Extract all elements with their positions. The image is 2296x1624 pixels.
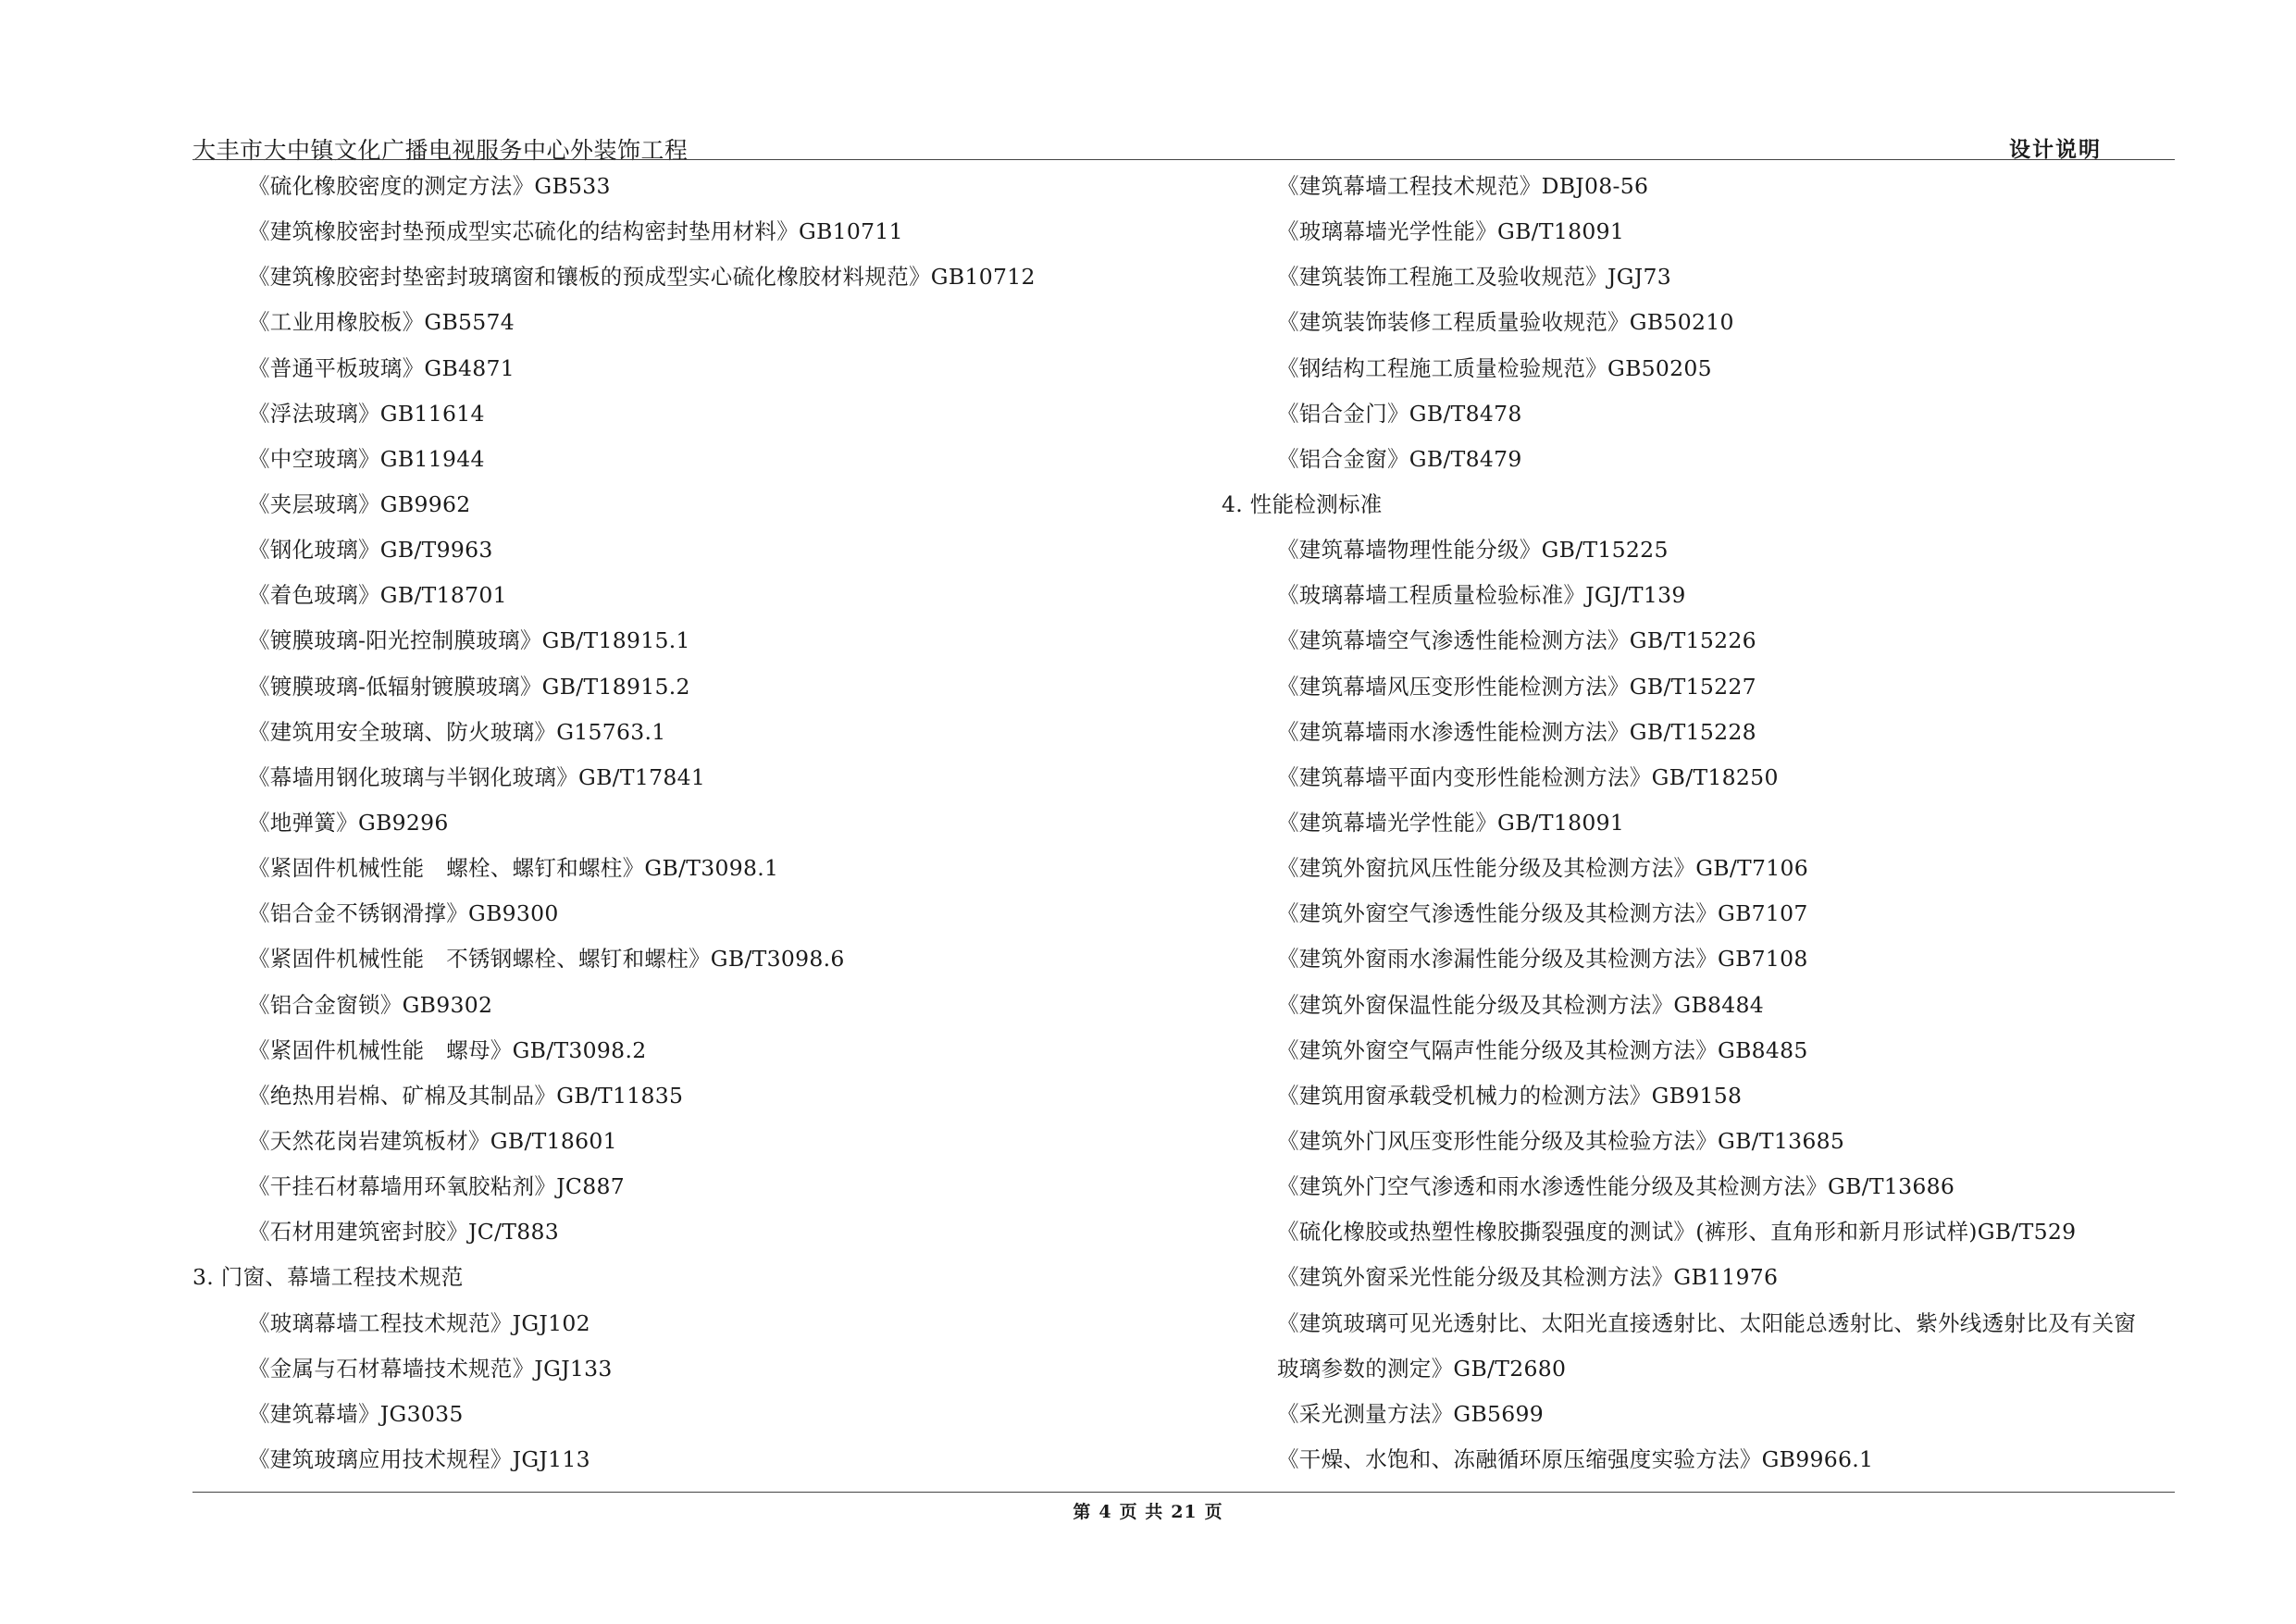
standard-reference-line: 《玻璃幕墙工程技术规范》JGJ102 [248,1309,590,1336]
footer-prefix: 第 [1073,1502,1092,1522]
standard-reference-line: 《铝合金窗》GB/T8479 [1277,445,1522,472]
standard-reference-line: 《着色玻璃》GB/T18701 [248,582,507,609]
standard-reference-line: 《地弹簧》GB9296 [248,809,449,836]
standard-reference-line: 《建筑用安全玻璃、防火玻璃》G15763.1 [248,718,666,745]
standard-reference-line: 《干燥、水饱和、冻融循环原压缩强度实验方法》GB9966.1 [1277,1445,1874,1472]
standard-reference-line: 《硫化橡胶密度的测定方法》GB533 [248,173,611,199]
standard-reference-line: 《工业用橡胶板》GB5574 [248,309,515,336]
footer-suffix: 页 [1204,1502,1223,1522]
standard-reference-line: 《金属与石材幕墙技术规范》JGJ133 [248,1355,613,1382]
standard-reference-line: 《镀膜玻璃-阳光控制膜玻璃》GB/T18915.1 [248,627,690,654]
standard-reference-line: 《建筑幕墙平面内变形性能检测方法》GB/T18250 [1277,763,1779,790]
standard-reference-line: 《建筑外窗空气渗透性能分级及其检测方法》GB7107 [1277,900,1808,927]
standard-reference-line: 《建筑幕墙物理性能分级》GB/T15225 [1277,537,1669,564]
standard-reference-line: 《建筑幕墙工程技术规范》DBJ08-56 [1277,173,1649,199]
document-title: 大丰市大中镇文化广播电视服务中心外装饰工程 [192,137,689,164]
standard-reference-line: 玻璃参数的测定》GB/T2680 [1277,1355,1567,1382]
standard-reference-line: 《玻璃幕墙光学性能》GB/T18091 [1277,218,1625,245]
standard-reference-line: 《建筑用窗承载受机械力的检测方法》GB9158 [1277,1082,1743,1109]
standard-reference-line: 《建筑外窗空气隔声性能分级及其检测方法》GB8485 [1277,1036,1808,1063]
section-heading: 4. 性能检测标准 [1222,490,1383,517]
standard-reference-line: 《建筑幕墙风压变形性能检测方法》GB/T15227 [1277,673,1756,700]
standard-reference-line: 《建筑玻璃可见光透射比、太阳光直接透射比、太阳能总透射比、紫外线透射比及有关窗 [1277,1309,2137,1336]
standard-reference-line: 《钢化玻璃》GB/T9963 [248,537,493,564]
standard-reference-line: 《建筑外窗保温性能分级及其检测方法》GB8484 [1277,991,1765,1018]
header-divider [192,159,2175,160]
standard-reference-line: 《建筑橡胶密封垫密封玻璃窗和镶板的预成型实心硫化橡胶材料规范》GB10712 [248,264,1036,291]
standard-reference-line: 《浮法玻璃》GB11614 [248,400,485,427]
footer-mid: 页 共 [1119,1502,1164,1522]
standard-reference-line: 《建筑幕墙》JG3035 [248,1400,464,1427]
standard-reference-line: 《建筑外窗雨水渗漏性能分级及其检测方法》GB7108 [1277,946,1808,973]
standard-reference-line: 《玻璃幕墙工程质量检验标准》JGJ/T139 [1277,582,1686,609]
standard-reference-line: 《铝合金不锈钢滑撑》GB9300 [248,900,559,927]
standard-reference-line: 《建筑幕墙光学性能》GB/T18091 [1277,809,1625,836]
standard-reference-line: 《建筑幕墙雨水渗透性能检测方法》GB/T15228 [1277,718,1756,745]
standard-reference-line: 《建筑玻璃应用技术规程》JGJ113 [248,1445,590,1472]
standard-reference-line: 《建筑装饰工程施工及验收规范》JGJ73 [1277,264,1672,291]
section-heading: 3. 门窗、幕墙工程技术规范 [192,1264,464,1291]
standard-reference-line: 《建筑外门空气渗透和雨水渗透性能分级及其检测方法》GB/T13686 [1277,1173,1955,1200]
standard-reference-line: 《建筑幕墙空气渗透性能检测方法》GB/T15226 [1277,627,1756,654]
standard-reference-line: 《紧固件机械性能 螺母》GB/T3098.2 [248,1036,647,1063]
standard-reference-line: 《紧固件机械性能 不锈钢螺栓、螺钉和螺柱》GB/T3098.6 [248,946,845,973]
section-label: 设计说明 [2009,137,2102,162]
standard-reference-line: 《硫化橡胶或热塑性橡胶撕裂强度的测试》(裤形、直角形和新月形试样)GB/T529 [1277,1219,2077,1246]
right-column [1222,168,2175,1487]
standard-reference-line: 《建筑外门风压变形性能分级及其检验方法》GB/T13685 [1277,1127,1845,1154]
standard-reference-line: 《建筑橡胶密封垫预成型实芯硫化的结构密封垫用材料》GB10711 [248,218,903,245]
standard-reference-line: 《建筑装饰装修工程质量验收规范》GB50210 [1277,309,1734,336]
standard-reference-line: 《干挂石材幕墙用环氧胶粘剂》JC887 [248,1173,625,1200]
page-footer [0,1498,2296,1523]
standard-reference-line: 《夹层玻璃》GB9962 [248,490,471,517]
standard-reference-line: 《绝热用岩棉、矿棉及其制品》GB/T11835 [248,1082,684,1109]
total-page-number: 21 [1171,1502,1198,1522]
standard-reference-line: 《紧固件机械性能 螺栓、螺钉和螺柱》GB/T3098.1 [248,855,779,882]
standard-reference-line: 《石材用建筑密封胶》JC/T883 [248,1219,559,1246]
standard-reference-line: 《镀膜玻璃-低辐射镀膜玻璃》GB/T18915.2 [248,673,690,700]
standard-reference-line: 《普通平板玻璃》GB4871 [248,354,515,381]
standard-reference-line: 《幕墙用钢化玻璃与半钢化玻璃》GB/T17841 [248,763,706,790]
standard-reference-line: 《建筑外窗采光性能分级及其检测方法》GB11976 [1277,1264,1779,1291]
left-column [192,168,1201,1487]
current-page-number: 4 [1098,1502,1112,1522]
standard-reference-line: 《中空玻璃》GB11944 [248,445,485,472]
standard-reference-line: 《天然花岗岩建筑板材》GB/T18601 [248,1127,617,1154]
footer-divider [192,1492,2175,1493]
standard-reference-line: 《钢结构工程施工质量检验规范》GB50205 [1277,354,1712,381]
standard-reference-line: 《铝合金窗锁》GB9302 [248,991,493,1018]
standard-reference-line: 《采光测量方法》GB5699 [1277,1400,1545,1427]
standard-reference-line: 《建筑外窗抗风压性能分级及其检测方法》GB/T7106 [1277,855,1809,882]
standard-reference-line: 《铝合金门》GB/T8478 [1277,400,1522,427]
